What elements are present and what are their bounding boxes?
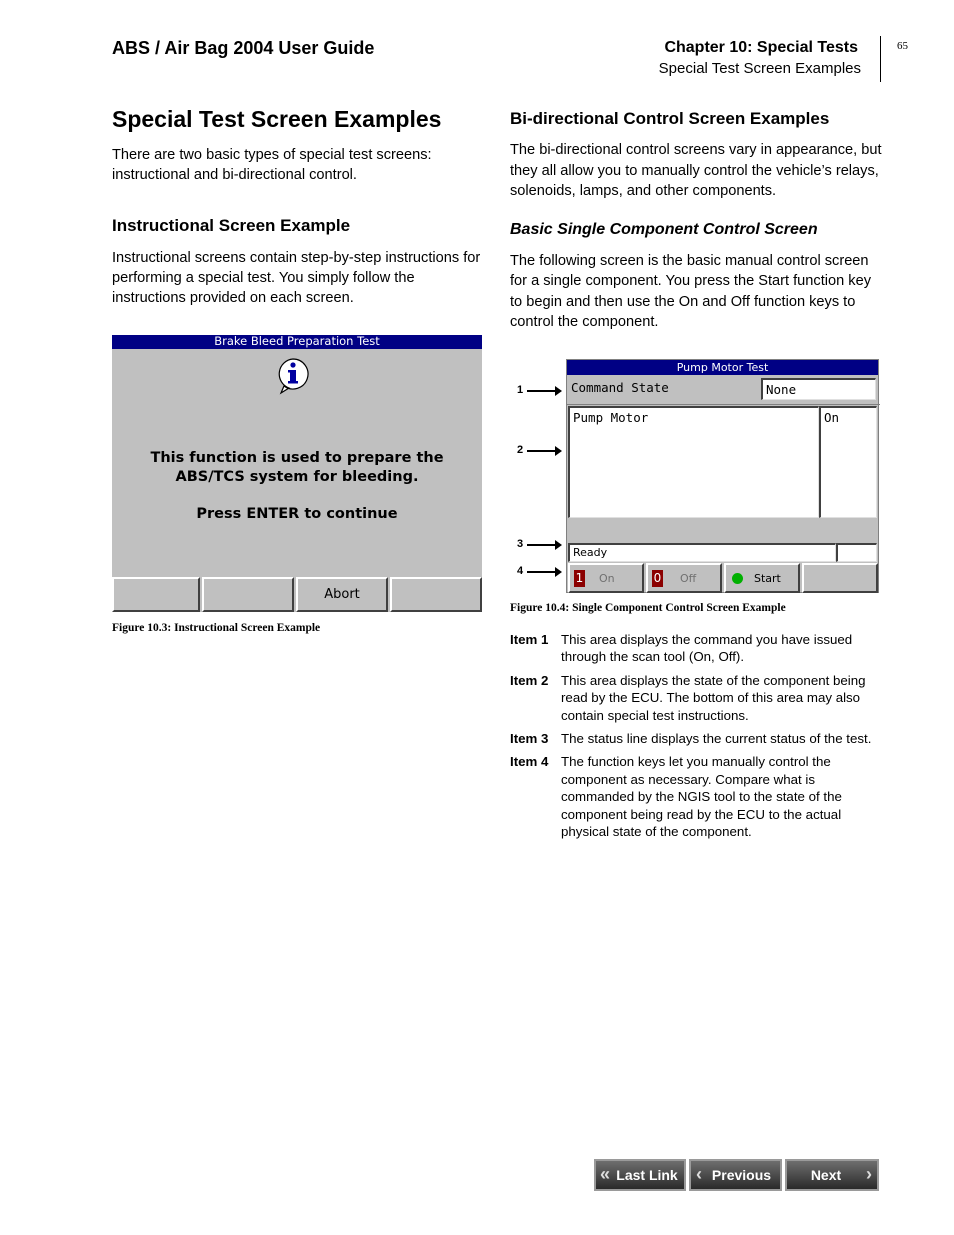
callout-4: 4	[517, 565, 524, 577]
last-link-label: Last Link	[616, 1167, 678, 1183]
callout-3-arrow	[527, 544, 560, 546]
command-state-value: None	[761, 378, 876, 400]
page-heading: Special Test Screen Examples	[112, 106, 442, 132]
callout-1-arrow	[527, 390, 560, 392]
status-line-extra	[836, 543, 877, 562]
start-key-label: Start	[754, 571, 781, 585]
pump-motor-screen-figure	[566, 359, 879, 593]
item-label: Item 2	[510, 672, 549, 688]
status-line: Ready	[568, 543, 836, 562]
item-row-2	[510, 672, 882, 724]
start-key[interactable]	[724, 563, 800, 593]
item-list	[510, 631, 882, 846]
off-key-label: Off	[680, 571, 697, 585]
on-key[interactable]	[568, 563, 644, 593]
screen-title-bar: Brake Bleed Preparation Test	[112, 335, 482, 349]
callout-1: 1	[517, 384, 524, 396]
function-key-4[interactable]	[390, 577, 482, 612]
info-icon	[275, 357, 309, 391]
screen-message-line1: This function is used to prepare the	[150, 450, 444, 466]
item-label: Item 3	[510, 731, 549, 747]
item-text: The function keys let you manually control the component as necessary. Compare what is commanded by the NGIS tool to the state of the component being read by the ECU to the actual physical state of the component.	[561, 754, 842, 840]
component-state-value: On	[819, 406, 877, 518]
item-row-1	[510, 631, 882, 666]
figure-10-4-caption: Figure 10.4: Single Component Control Screen Example	[510, 602, 786, 614]
callout-4-arrow	[527, 571, 560, 573]
header-divider	[880, 36, 881, 82]
last-link-button[interactable]	[594, 1159, 686, 1191]
component-name: Pump Motor	[573, 410, 649, 425]
off-key-number: 0	[653, 570, 662, 585]
single-component-paragraph: The following screen is the basic manual control screen for a single component. You press the Start function key to begin and then use the On and Off function keys to control the component.	[510, 253, 872, 330]
on-key-label: On	[599, 571, 615, 585]
screen-message-line2: ABS/TCS system for bleeding.	[175, 469, 419, 485]
item-text: The status line displays the current status of the test.	[561, 731, 872, 747]
single-component-heading: Basic Single Component Control Screen	[510, 221, 818, 238]
double-chevron-left-icon: «	[600, 1164, 611, 1184]
callout-2-arrow	[527, 450, 560, 452]
guide-title: ABS / Air Bag 2004 User Guide	[112, 38, 375, 58]
start-dot-icon	[732, 573, 743, 584]
command-state-label: Command State	[571, 380, 669, 395]
callout-3: 3	[517, 538, 524, 550]
item-row-4	[510, 753, 882, 840]
chevron-right-icon: ›	[866, 1164, 872, 1184]
screen-message-line3: Press ENTER to continue	[196, 506, 398, 522]
chapter-title: Chapter 10: Special Tests	[664, 39, 858, 56]
component-state-area	[568, 406, 819, 518]
function-key-bar	[112, 577, 482, 612]
bidirectional-paragraph: The bi-directional control screens vary in appearance, but they all allow you to manually control the vehicle’s relays, solenoids, lamps, and other components.	[510, 142, 882, 199]
bidirectional-heading: Bi-directional Control Screen Examples	[510, 109, 830, 128]
function-key-1[interactable]	[112, 577, 200, 612]
intro-paragraph: There are two basic types of special test screens: instructional and bi-directional control.	[112, 147, 432, 183]
abort-key[interactable]: Abort	[296, 577, 388, 612]
off-key[interactable]	[646, 563, 722, 593]
instructional-heading: Instructional Screen Example	[112, 216, 351, 235]
figure-10-3-caption: Figure 10.3: Instructional Screen Example	[112, 622, 321, 634]
callout-2: 2	[517, 444, 524, 456]
screen-title-bar: Pump Motor Test	[567, 360, 878, 375]
function-key-4[interactable]	[802, 563, 878, 593]
page-number: 65	[897, 40, 908, 52]
instructional-paragraph: Instructional screens contain step-by-step instructions for performing a special test. You simply follow the instructions provided on each screen.	[112, 250, 481, 306]
item-label: Item 4	[510, 754, 549, 770]
on-key-number: 1	[575, 570, 584, 585]
chevron-left-icon: ‹	[696, 1164, 702, 1184]
instructional-screen-figure	[112, 335, 482, 612]
function-key-2[interactable]	[202, 577, 294, 612]
item-row-3	[510, 730, 882, 747]
next-button[interactable]	[785, 1159, 879, 1191]
previous-label: Previous	[711, 1167, 772, 1183]
next-label: Next	[810, 1167, 842, 1183]
function-key-bar	[567, 563, 878, 593]
item-text: This area displays the state of the component being read by the ECU. The bottom of this area may also contain special test instructions.	[561, 672, 866, 723]
item-text: This area displays the command you have issued through the scan tool (On, Off).	[561, 632, 853, 665]
item-label: Item 1	[510, 632, 549, 647]
previous-button[interactable]	[689, 1159, 782, 1191]
section-name: Special Test Screen Examples	[658, 60, 861, 77]
